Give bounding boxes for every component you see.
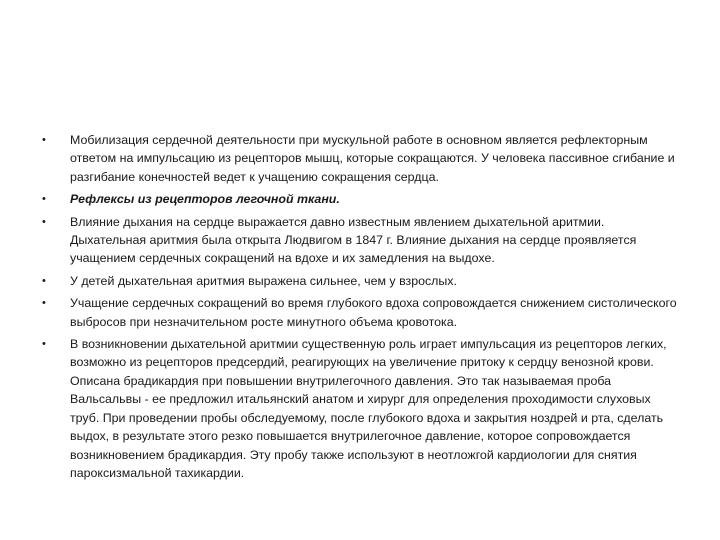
- bullet-icon: •: [42, 215, 46, 228]
- bullet-icon: •: [42, 297, 46, 310]
- bullet-item-deep-breath: [42, 294, 682, 331]
- bullet-text: Влияние дыхания на сердце выражается давно известным явлением дыхательной аритмии. Дыхательная аритмия была открыта Людвигом в 1847 г. Влияние дыхания на сердце проявляется учащением сердечных сокращений на вдохе и их замедления на выдохе.: [70, 214, 637, 266]
- bullet-text: Мобилизация сердечной деятельности при мускульной работе в основном является рефлекторным ответом на импульсацию из рецепторов мышц, которые сокращаются. У человека пассивное сгибание и разгибание конечностей ведет к учащению сокращения сердца.: [70, 133, 675, 184]
- bullet-item-respiratory-arrhythmia: [42, 213, 682, 268]
- bullet-list: [42, 131, 682, 486]
- bullet-icon: •: [42, 274, 46, 287]
- bullet-icon: •: [42, 193, 46, 206]
- bullet-icon: •: [42, 338, 46, 351]
- bullet-text: Учащение сердечных сокращений во время глубокого вдоха сопровождается снижением систолического выбросов при незначительном росте минутного объема кровотока.: [70, 296, 677, 329]
- bullet-item-lung-reflexes: [42, 190, 682, 208]
- bullet-item-valsalva: [42, 335, 682, 482]
- bullet-item-muscle-work: [42, 131, 682, 186]
- bullet-text: У детей дыхательная аритмия выражена сильнее, чем у взрослых.: [70, 273, 457, 288]
- bullet-icon: •: [42, 134, 46, 146]
- bullet-text: В возникновении дыхательной аритмии существенную роль играет импульсация из рецепторов легких, возможно из рецепторов предсердий, реагирующих на увеличение притоку к сердцу венозной крови. Описана брадикардия при повышении внутрилегочного давления. Это так называемая проба Вальсальвы - ее предложил итальянский анатом и хирург для определения проходимости слуховых труб. При проведении пробы обследуемому, после глубокого вдоха и закрытия ноздрей и рта, сделать выдох, в результате этого резко повышается внутрилегочное давление, которое сопровождается возникновением брадикардия. Эту пробу также используют в неотложгой кардиологии для снятия пароксизмальной тахикардии.: [70, 337, 667, 480]
- bullet-item-children: [42, 272, 682, 290]
- bullet-text-emphasized: Рефлексы из рецепторов легочной ткани.: [70, 192, 340, 207]
